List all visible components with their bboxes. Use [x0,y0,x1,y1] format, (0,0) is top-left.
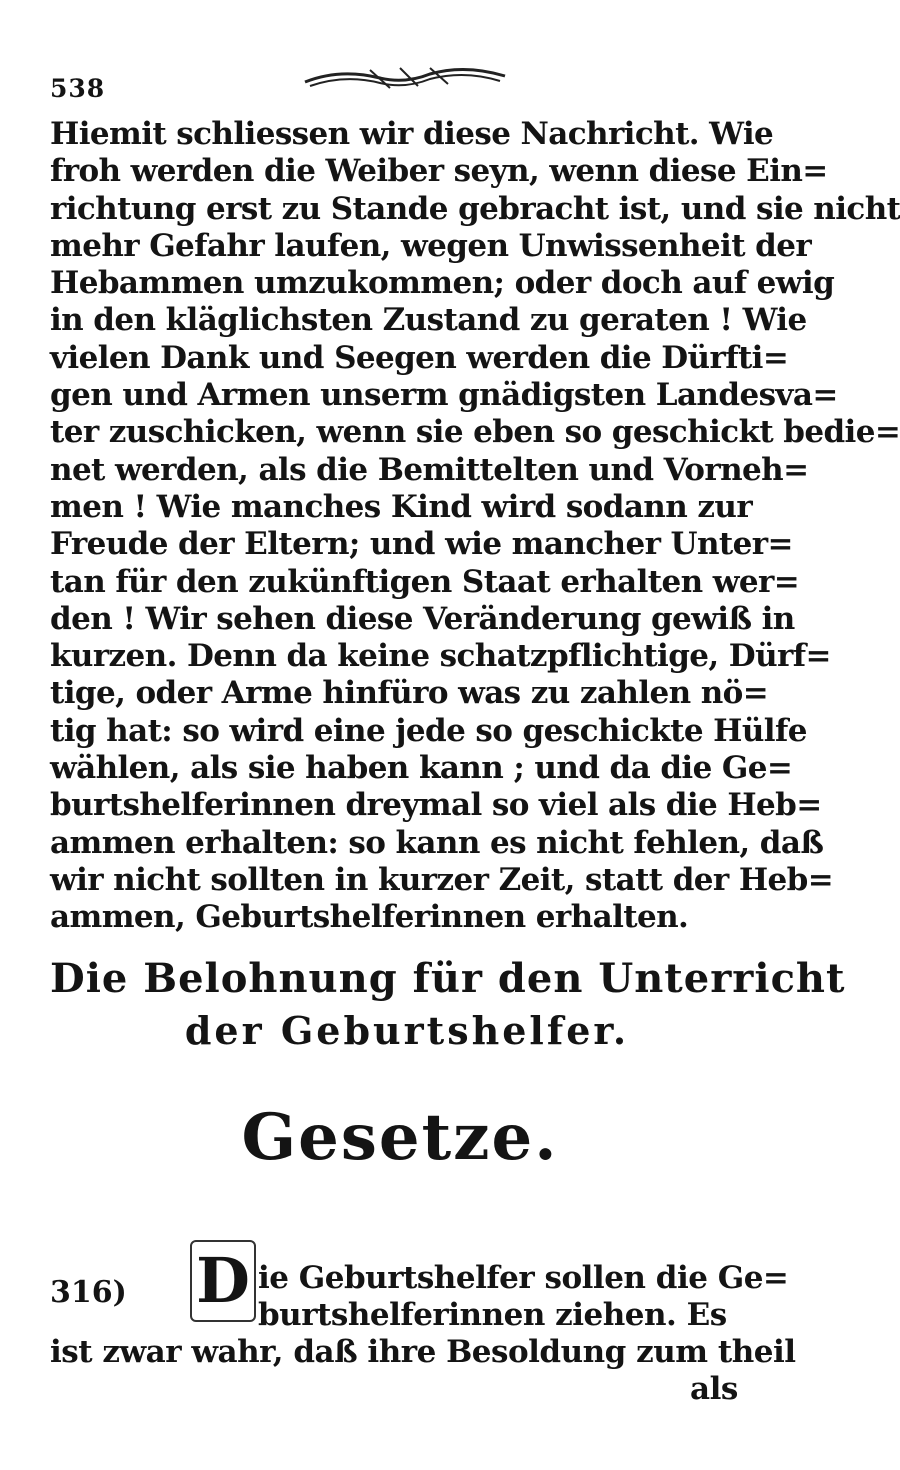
text-line: ammen, Geburtshelferinnen erhalten. [50,899,689,936]
text-line: ter zuschicken, wenn sie eben so geschickt bedie= [50,414,900,451]
heading-line-1: Die Belohnung für den Unterricht [50,955,846,1002]
decorative-rule-icon [300,60,510,94]
text-line: ammen erhalten: so kann es nicht fehlen, daß [50,824,824,861]
text-line: tige, oder Arme hinfüro was zu zahlen nö= [50,675,769,712]
text-line: tig hat: so wird eine jede so geschickte Hülfe [50,712,807,749]
decorated-initial: D [190,1240,256,1322]
section-title: Gesetze. [241,1100,559,1175]
text-line: kurzen. Denn da keine schatzpflichtige, Dürf= [50,638,831,675]
text-line: Hiemit schliessen wir diese Nachricht. Wie [50,116,774,152]
text-line: wählen, als sie haben kann ; und da die Ge= [50,750,793,787]
paragraph-line: burtshelferinnen ziehen. Es [258,1297,727,1333]
text-line: Hebammen umzukommen; oder doch auf ewig [50,265,835,302]
text-line: mehr Gefahr laufen, wegen Unwissenheit der [50,227,812,264]
text-line: froh werden die Weiber seyn, wenn diese Ein= [50,153,828,190]
body-text [50,116,900,937]
text-line: richtung erst zu Stande gebracht ist, und sie nicht [50,190,900,227]
text-line: vielen Dank und Seegen werden die Dürfti= [50,339,789,376]
catchword: als [690,1371,738,1407]
paragraph-line: ist zwar wahr, daß ihre Besoldung zum theil [50,1334,796,1370]
text-line: Freude der Eltern; und wie mancher Unter= [50,526,793,563]
text-line: men ! Wie manches Kind wird sodann zur [50,488,753,525]
text-line: gen und Armen unserm gnädigsten Landesva= [50,377,838,414]
heading-line-2: der Geburtshelfer. [184,1008,630,1053]
text-line: wir nicht sollten in kurzer Zeit, statt der Heb= [50,861,834,898]
text-line: burtshelferinnen dreymal so viel als die Heb= [50,787,822,824]
text-line: tan für den zukünftigen Staat erhalten wer= [50,563,800,600]
paragraph-line: ie Geburtshelfer sollen die Ge= [258,1260,789,1296]
text-line: net werden, als die Bemittelten und Vorneh= [50,451,809,488]
page-number: 538 [50,74,106,103]
text-line: den ! Wir sehen diese Veränderung gewiß in [50,600,795,637]
text-line: in den kläglichsten Zustand zu geraten ! Wie [50,302,807,339]
paragraph-number: 316) [50,1275,127,1310]
